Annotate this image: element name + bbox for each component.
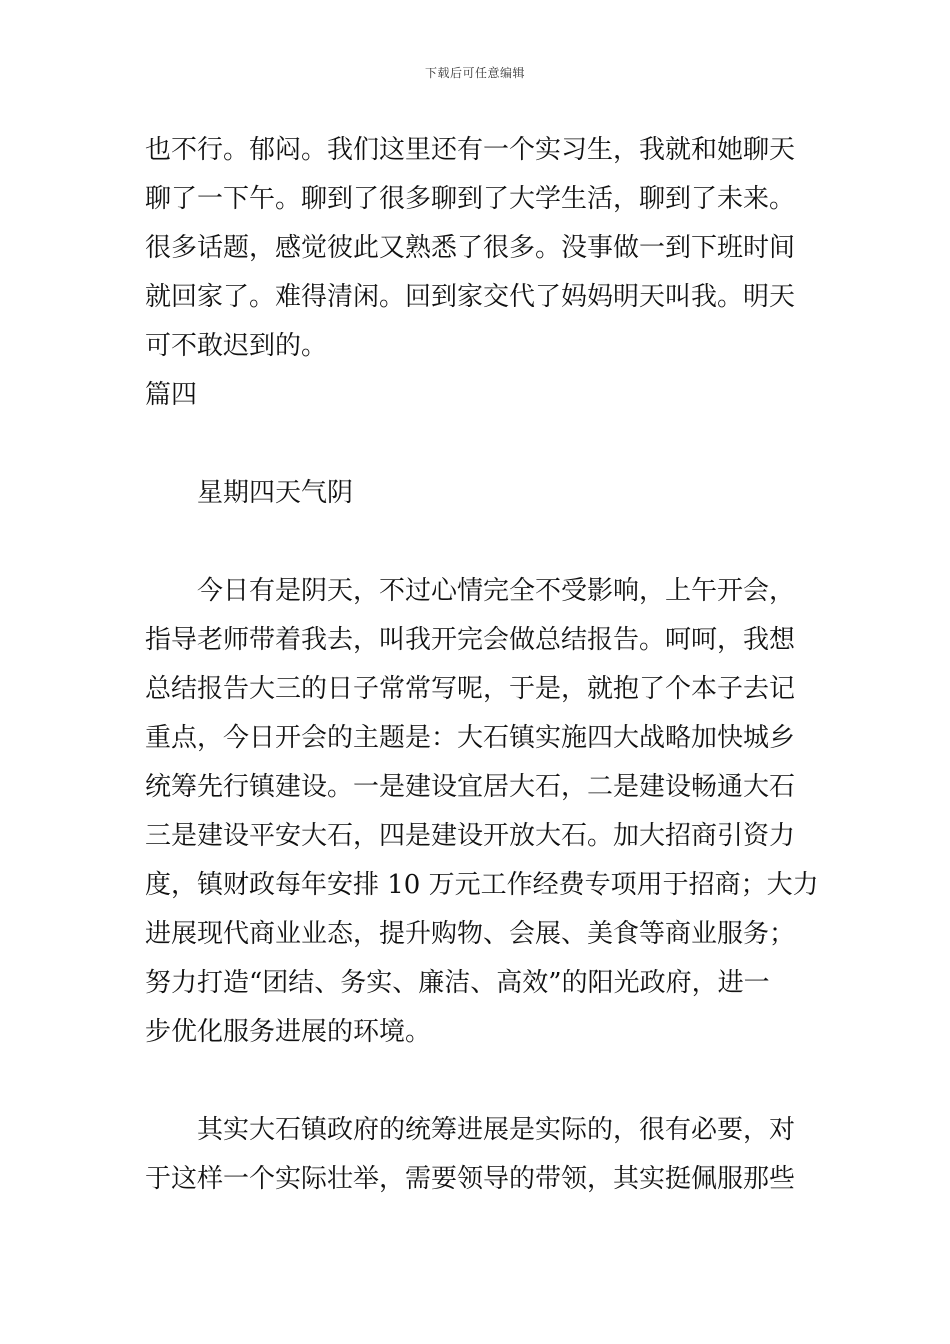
paragraph-meeting xyxy=(145,567,819,1057)
section-title xyxy=(145,371,810,420)
text-line: 指导老师带着我去，叫我开完会做总结报告。呵呵，我想 xyxy=(145,625,796,655)
text-line: 总结报告大三的日子常常写呢，于是，就抱了个本子去记 xyxy=(145,674,796,704)
text-line: 度，镇财政每年安排 10 万元工作经费专项用于招商；大力 xyxy=(145,870,819,900)
text-line: 很多话题，感觉彼此又熟悉了很多。没事做一到下班时间 xyxy=(145,233,796,263)
text-line: 可不敢迟到的。 xyxy=(145,331,328,361)
paragraph-continuation xyxy=(145,126,810,371)
text-line: 步优化服务进展的环境。 xyxy=(145,1017,432,1047)
section-title-text: 篇四 xyxy=(145,380,198,410)
paragraph-reflection xyxy=(145,1106,810,1204)
text-line: 重点，今日开会的主题是：大石镇实施四大战略加快城乡 xyxy=(145,723,796,753)
text-line: 就回家了。难得清闲。回到家交代了妈妈明天叫我。明天 xyxy=(145,282,796,312)
text-line: 今日有是阴天，不过心情完全不受影响，上午开会， xyxy=(197,576,796,606)
date-weather-text: 星期四天气阴 xyxy=(197,478,354,508)
text-line: 其实大石镇政府的统筹进展是实际的，很有必要，对 xyxy=(197,1115,796,1145)
text-line: 努力打造“团结、务实、廉洁、高效”的阳光政府，进一 xyxy=(145,968,770,998)
date-weather-line xyxy=(145,469,810,518)
header-note: 下载后可任意编辑 xyxy=(424,66,525,80)
text-line: 统筹先行镇建设。一是建设宜居大石，二是建设畅通大石 xyxy=(145,772,796,802)
text-line: 三是建设平安大石，四是建设开放大石。加大招商引资力 xyxy=(145,821,796,851)
text-line: 进展现代商业业态，提升购物、会展、美食等商业服务； xyxy=(145,919,796,949)
text-line: 聊了一下午。聊到了很多聊到了大学生活，聊到了未来。 xyxy=(145,184,796,214)
text-line: 也不行。郁闷。我们这里还有一个实习生，我就和她聊天 xyxy=(145,135,796,165)
text-line: 于这样一个实际壮举，需要领导的带领，其实挺佩服那些 xyxy=(145,1164,796,1194)
